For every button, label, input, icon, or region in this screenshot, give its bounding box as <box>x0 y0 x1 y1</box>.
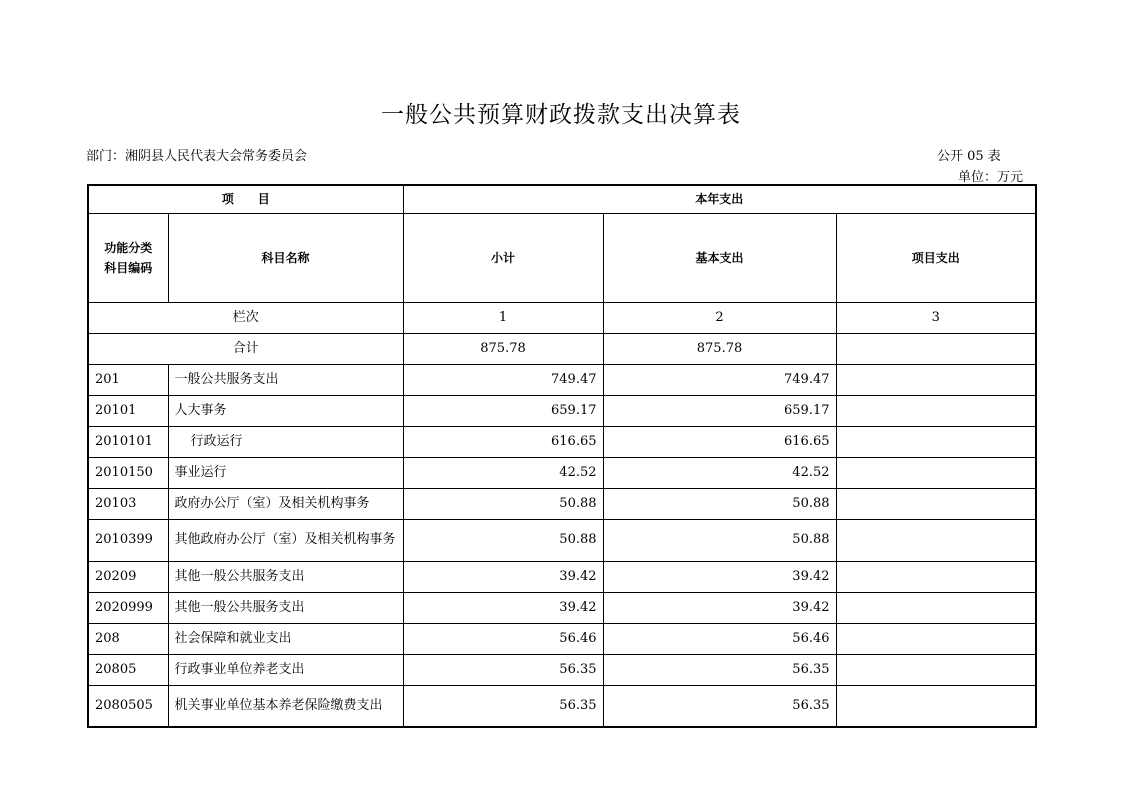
row-name: 其他一般公共服务支出 <box>168 561 403 592</box>
row-project <box>836 457 1036 488</box>
row-basic: 616.65 <box>603 426 836 457</box>
row-subtotal: 56.46 <box>403 623 603 654</box>
header-name: 科目名称 <box>168 213 403 302</box>
row-project <box>836 592 1036 623</box>
row-project <box>836 519 1036 561</box>
row-project <box>836 654 1036 685</box>
column-number-row <box>88 302 1036 333</box>
row-basic: 56.46 <box>603 623 836 654</box>
expenditure-table <box>87 184 1037 728</box>
row-subtotal: 39.42 <box>403 592 603 623</box>
total-basic: 875.78 <box>603 333 836 364</box>
row-basic: 39.42 <box>603 561 836 592</box>
row-code: 20805 <box>88 654 168 685</box>
row-subtotal: 50.88 <box>403 488 603 519</box>
row-basic: 659.17 <box>603 395 836 426</box>
table-row <box>88 623 1036 654</box>
row-project <box>836 426 1036 457</box>
column-number-1: 1 <box>403 302 603 333</box>
unit-label: 单位：万元 <box>958 170 1024 185</box>
row-subtotal: 749.47 <box>403 364 603 395</box>
row-code: 2010101 <box>88 426 168 457</box>
row-name: 政府办公厅（室）及相关机构事务 <box>168 488 403 519</box>
row-basic: 56.35 <box>603 654 836 685</box>
row-name: 行政运行 <box>168 426 403 457</box>
row-project <box>836 685 1036 727</box>
row-name: 机关事业单位基本养老保险缴费支出 <box>168 685 403 727</box>
column-number-3: 3 <box>836 302 1036 333</box>
table-row <box>88 561 1036 592</box>
row-project <box>836 488 1036 519</box>
table-row <box>88 685 1036 727</box>
header-row-2 <box>88 213 1036 302</box>
table-row <box>88 457 1036 488</box>
table-row <box>88 426 1036 457</box>
row-name: 其他政府办公厅（室）及相关机构事务 <box>168 519 403 561</box>
table-row <box>88 519 1036 561</box>
row-code: 208 <box>88 623 168 654</box>
row-subtotal: 659.17 <box>403 395 603 426</box>
row-basic: 56.35 <box>603 685 836 727</box>
table-row <box>88 395 1036 426</box>
row-code: 20209 <box>88 561 168 592</box>
row-basic: 42.52 <box>603 457 836 488</box>
row-name: 行政事业单位养老支出 <box>168 654 403 685</box>
row-code: 2020999 <box>88 592 168 623</box>
row-name: 事业运行 <box>168 457 403 488</box>
form-number: 公开 05 表 <box>937 149 1001 164</box>
column-number-2: 2 <box>603 302 836 333</box>
row-code: 20103 <box>88 488 168 519</box>
total-project <box>836 333 1036 364</box>
row-name: 一般公共服务支出 <box>168 364 403 395</box>
row-name: 社会保障和就业支出 <box>168 623 403 654</box>
row-subtotal: 56.35 <box>403 654 603 685</box>
page-title: 一般公共预算财政拨款支出决算表 <box>381 102 741 128</box>
row-subtotal: 616.65 <box>403 426 603 457</box>
row-code: 2010150 <box>88 457 168 488</box>
row-code: 201 <box>88 364 168 395</box>
department-label: 部门：湘阴县人民代表大会常务委员会 <box>86 149 308 164</box>
row-code: 2080505 <box>88 685 168 727</box>
row-code: 2010399 <box>88 519 168 561</box>
total-label: 合计 <box>88 333 403 364</box>
row-basic: 39.42 <box>603 592 836 623</box>
row-name: 人大事务 <box>168 395 403 426</box>
row-project <box>836 561 1036 592</box>
row-basic: 50.88 <box>603 519 836 561</box>
table-row <box>88 364 1036 395</box>
row-name: 其他一般公共服务支出 <box>168 592 403 623</box>
row-subtotal: 56.35 <box>403 685 603 727</box>
row-basic: 50.88 <box>603 488 836 519</box>
table-row <box>88 592 1036 623</box>
table-row <box>88 488 1036 519</box>
header-current-year: 本年支出 <box>403 185 1036 213</box>
row-project <box>836 623 1036 654</box>
row-subtotal: 39.42 <box>403 561 603 592</box>
header-project: 项目支出 <box>836 213 1036 302</box>
table-row <box>88 654 1036 685</box>
header-item: 项 目 <box>88 185 403 213</box>
header-code: 功能分类 科目编码 <box>88 213 168 302</box>
row-project <box>836 364 1036 395</box>
header-subtotal: 小计 <box>403 213 603 302</box>
row-code: 20101 <box>88 395 168 426</box>
row-subtotal: 42.52 <box>403 457 603 488</box>
total-row <box>88 333 1036 364</box>
header-row-1 <box>88 185 1036 213</box>
total-subtotal: 875.78 <box>403 333 603 364</box>
row-project <box>836 395 1036 426</box>
header-basic: 基本支出 <box>603 213 836 302</box>
row-basic: 749.47 <box>603 364 836 395</box>
column-number-label: 栏次 <box>88 302 403 333</box>
row-subtotal: 50.88 <box>403 519 603 561</box>
